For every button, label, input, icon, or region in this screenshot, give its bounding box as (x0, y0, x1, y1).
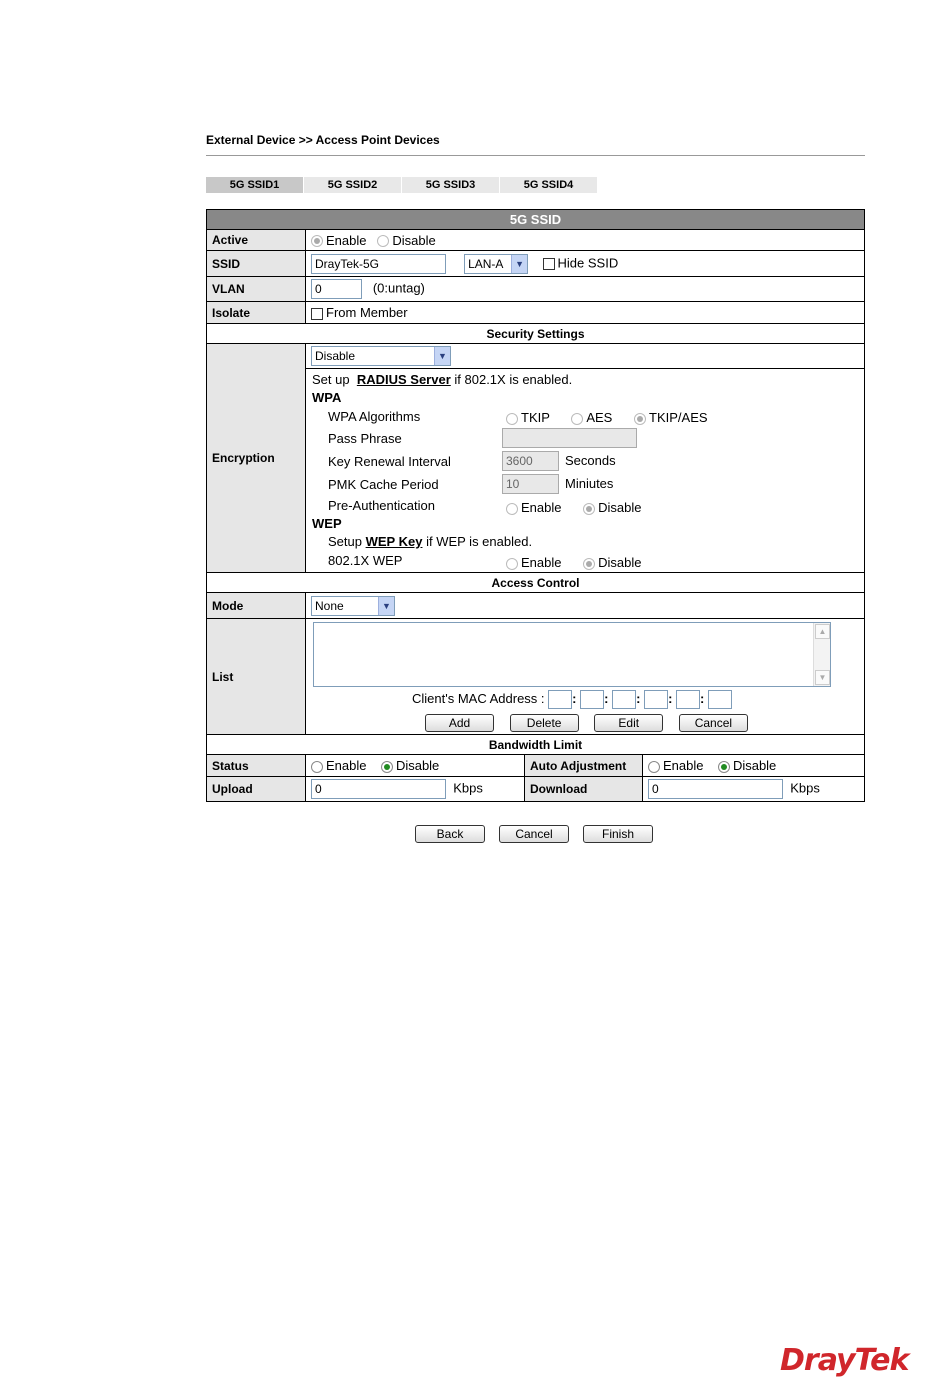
key-renewal-label: Key Renewal Interval (328, 454, 451, 469)
status-enable-radio[interactable] (311, 761, 323, 773)
preauth-label: Pre-Authentication (328, 498, 435, 513)
vlan-input[interactable]: 0 (311, 279, 362, 299)
mac-octet-3-input[interactable] (612, 690, 636, 709)
isolate-label: Isolate (207, 302, 306, 324)
ssid-label: SSID (207, 251, 306, 277)
upload-input[interactable]: 0 (311, 779, 446, 799)
tab-5g-ssid3[interactable]: 5G SSID3 (402, 177, 500, 193)
scroll-down-icon[interactable]: ▼ (815, 670, 830, 685)
preauth-enable-text: Enable (521, 500, 562, 515)
wep-suffix: if WEP is enabled. (426, 534, 533, 549)
tab-5g-ssid4[interactable]: 5G SSID4 (500, 177, 598, 193)
tab-5g-ssid2[interactable]: 5G SSID2 (304, 177, 402, 193)
lan-select[interactable] (464, 254, 528, 274)
ssid-tabs (206, 177, 598, 193)
list-label: List (207, 619, 306, 735)
preauth-disable-radio[interactable] (583, 503, 595, 515)
delete-button[interactable]: Delete (510, 714, 579, 732)
ssid-settings-table: 5G SSID Active Enable Disable SSID DrayTek-5G LAN-A ▼ Hide SSID VLAN 0 (0:untag) Isolate From Member Security Settings Encryption Disable ▼ Set up RADIUS Server if 802.1X is enabled. WPA WPA Algorithms TKIP AES TKIP/AES Pass Phrase Key Renewal Interval 3600 Seconds PMK Cache Period 10 Miniutes Pre-Authentication Enable Disable WEP Setup WEP Key if WEP is enabled. 802.1X WEP Enable Disable Access Control Mode None ▼ List ▲ ▼ Client's MAC Address : : : : : : Add Delete Edit Cancel Bandwidth Limit Status Enable Disable Auto Adjustment Enable Disable Upload 0 Kbps Download 0 Kbps (206, 209, 865, 802)
list-cancel-button[interactable]: Cancel (679, 714, 748, 732)
scroll-up-icon[interactable]: ▲ (815, 624, 830, 639)
hide-ssid-checkbox[interactable] (543, 258, 555, 270)
wep-prefix: Setup (328, 534, 362, 549)
mode-select[interactable] (311, 596, 395, 616)
preauth-disable-text: Disable (598, 500, 642, 515)
dot1x-wep-enable-text: Enable (521, 555, 562, 570)
tab-5g-ssid1[interactable]: 5G SSID1 (206, 177, 304, 193)
access-list-textarea[interactable] (313, 622, 831, 687)
wpa-title: WPA (312, 390, 342, 405)
radius-server-link[interactable]: RADIUS Server (356, 372, 451, 387)
auto-disable-radio[interactable] (718, 761, 730, 773)
aes-radio[interactable] (571, 413, 583, 425)
bandwidth-status-label: Status (207, 755, 306, 777)
mac-address-label: Client's MAC Address : (412, 690, 545, 706)
finish-button[interactable]: Finish (583, 825, 653, 843)
encryption-select[interactable] (311, 346, 451, 366)
access-control-header: Access Control (207, 573, 865, 593)
aes-text: AES (586, 410, 613, 425)
active-enable-text: Enable (326, 232, 367, 248)
encryption-details (306, 369, 864, 572)
key-renewal-input[interactable]: 3600 (502, 451, 559, 471)
form-actions (415, 825, 653, 843)
tkip-aes-radio[interactable] (634, 413, 646, 425)
bandwidth-limit-header: Bandwidth Limit (207, 735, 865, 755)
status-enable-text: Enable (326, 758, 367, 773)
pass-phrase-label: Pass Phrase (328, 431, 402, 446)
key-renewal-unit: Seconds (565, 453, 616, 468)
encryption-select-value: Disable (315, 349, 356, 363)
dot1x-wep-label: 802.1X WEP (328, 553, 403, 568)
dot1x-wep-disable-radio[interactable] (583, 558, 595, 570)
radius-suffix: if 802.1X is enabled. (454, 372, 573, 387)
status-disable-text: Disable (395, 758, 440, 773)
mode-select-value: None (315, 598, 344, 613)
dot1x-wep-disable-text: Disable (598, 555, 642, 570)
tkip-aes-text: TKIP/AES (649, 410, 708, 425)
chevron-down-icon: ▼ (378, 597, 394, 615)
edit-button[interactable]: Edit (594, 714, 663, 732)
mac-octet-6-input[interactable] (708, 690, 732, 709)
tkip-radio[interactable] (506, 413, 518, 425)
table-title: 5G SSID (207, 210, 865, 230)
from-member-checkbox[interactable] (311, 308, 323, 320)
wpa-algorithms-label: WPA Algorithms (328, 409, 421, 424)
upload-unit: Kbps (453, 780, 483, 796)
preauth-enable-radio[interactable] (506, 503, 518, 515)
mac-octet-2-input[interactable] (580, 690, 604, 709)
active-disable-radio[interactable] (377, 235, 389, 247)
pass-phrase-input[interactable] (502, 428, 637, 448)
auto-adjustment-label: Auto Adjustment (525, 755, 643, 777)
hide-ssid-text: Hide SSID (557, 254, 619, 270)
download-label: Download (525, 777, 643, 802)
access-list-scrollbar[interactable] (813, 623, 830, 686)
security-settings-header: Security Settings (207, 324, 865, 344)
from-member-text: From Member (326, 305, 408, 320)
vlan-hint: (0:untag) (372, 280, 425, 296)
chevron-down-icon: ▼ (434, 347, 450, 365)
pmk-input[interactable]: 10 (502, 474, 559, 494)
divider (206, 155, 865, 156)
download-unit: Kbps (790, 780, 820, 796)
mode-label: Mode (207, 593, 306, 619)
draytek-logo: DrayTek (780, 1343, 909, 1378)
dot1x-wep-enable-radio[interactable] (506, 558, 518, 570)
download-input[interactable]: 0 (648, 779, 783, 799)
lan-select-value: LAN-A (468, 256, 504, 271)
mac-octet-1-input[interactable] (548, 690, 572, 709)
mac-octet-4-input[interactable] (644, 690, 668, 709)
active-disable-text: Disable (392, 232, 436, 248)
active-enable-radio[interactable] (311, 235, 323, 247)
ssid-input[interactable]: DrayTek-5G (311, 254, 446, 274)
mac-octet-5-input[interactable] (676, 690, 700, 709)
vlan-label: VLAN (207, 277, 306, 302)
wep-title: WEP (312, 516, 342, 531)
active-label: Active (207, 230, 306, 251)
pmk-label: PMK Cache Period (328, 477, 439, 492)
wep-key-link[interactable]: WEP Key (365, 534, 423, 549)
breadcrumb: External Device >> Access Point Devices (206, 133, 440, 147)
tkip-text: TKIP (521, 410, 550, 425)
chevron-down-icon: ▼ (511, 255, 527, 273)
add-button[interactable]: Add (425, 714, 494, 732)
radius-prefix: Set up (312, 372, 350, 387)
pmk-unit: Miniutes (565, 476, 614, 491)
auto-disable-text: Disable (732, 758, 777, 773)
upload-label: Upload (207, 777, 306, 802)
auto-enable-text: Enable (663, 758, 704, 773)
back-button[interactable]: Back (415, 825, 485, 843)
cancel-button[interactable]: Cancel (499, 825, 569, 843)
auto-enable-radio[interactable] (648, 761, 660, 773)
status-disable-radio[interactable] (381, 761, 393, 773)
encryption-label: Encryption (207, 344, 306, 573)
